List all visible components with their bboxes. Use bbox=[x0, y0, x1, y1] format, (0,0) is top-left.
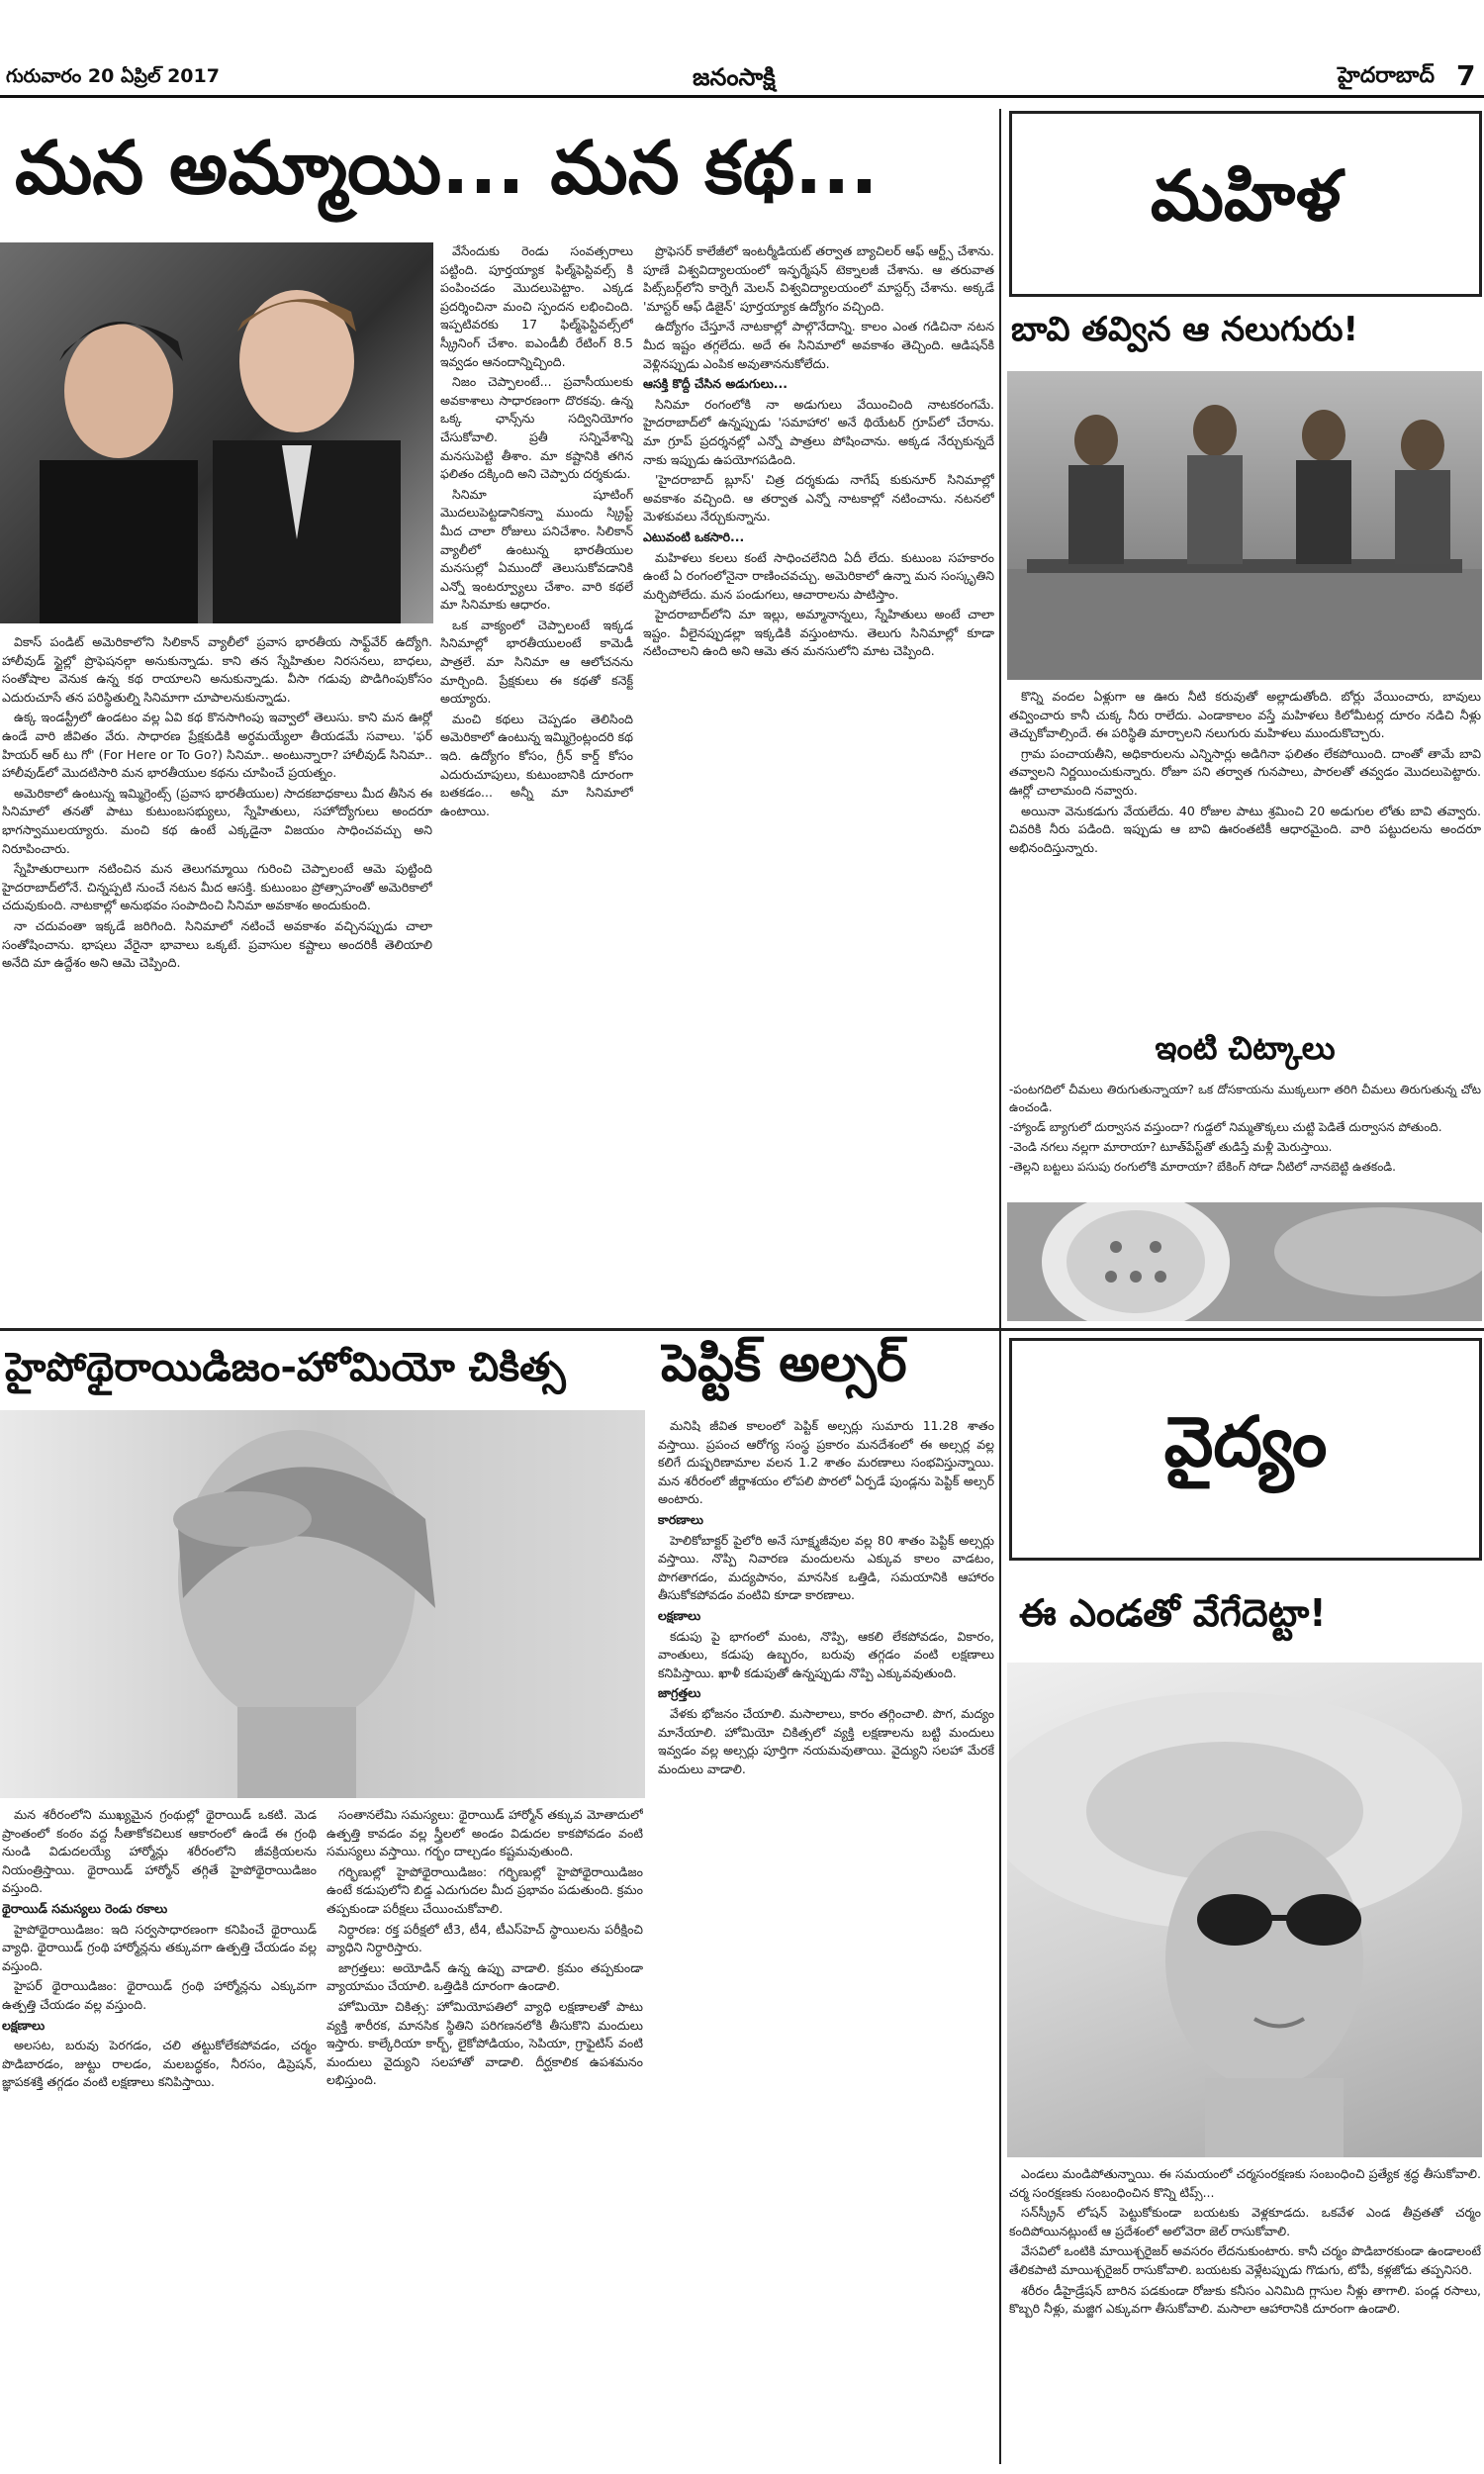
vaidyam-body bbox=[1009, 2165, 1481, 2464]
story3-subhead: కారణాలు bbox=[658, 1511, 704, 1527]
story1-paragraph: సినిమా షూటింగ్ మొదలుపెట్టడానికన్నా ముందు స్క్రిప్ట్ మీద చాలా రోజులు పనిచేశాం. సిలికాన్ వ్యాలీలో ఉంటున్న భారతీయుల మనసుల్లో ఏముందో తెలుసుకోవడానికి ఎన్నో ఇంటర్వ్యూలు చేశాం. వారి కథలే మా సినిమాకు ఆధారం. bbox=[440, 486, 633, 613]
woman-sunhat-photo bbox=[1007, 1663, 1482, 2157]
story1-headline: మన అమ్మాయి... మన కథ... bbox=[15, 129, 879, 211]
masthead bbox=[0, 0, 1484, 91]
vaidyam-headline: ఈ ఎండతో వేగేదెట్టా! bbox=[1019, 1593, 1327, 1635]
women-well-illustration bbox=[1007, 371, 1482, 680]
story2-paragraph: గర్భిణుల్లో హైపోథైరాయిడిజం: గర్భిణుల్లో హైపోథైరాయిడిజం ఉంటే కడుపులోని బిడ్డ ఎదుగుదల మీద ప్రభావం పడుతుంది. క్రమం తప్పకుండా పరీక్షలు చేయించుకోవాలి. bbox=[326, 1863, 643, 1916]
mahila-paragraph: గ్రామ పంచాయతీని, అధికారులను ఎన్నిసార్లు అడిగినా ఫలితం లేకపోయింది. దాంతో తామే బావి తవ్వాలని నిర్ణయించుకున్నారు. రోజూ పని తర్వాత గునపాలు, పారలతో తవ్వడం మొదలుపెట్టారు. ఊర్లో చాలామంది నవ్వారు. bbox=[1009, 745, 1481, 798]
story1-subhead: ఎటువంటి ఒకసారి... bbox=[643, 528, 745, 544]
story1-paragraph: వేసేందుకు రెండు సంవత్సరాలు పట్టింది. పూర్తయ్యాక ఫిల్మ్‌ఫెస్టివల్స్ కి పంపించడం మొదలుపెట్టాం. ఎక్కడ ప్రదర్శించినా మంచి స్పందన లభించింది. ఇప్పటివరకు 17 ఫిల్మ్‌ఫెస్టివల్స్‌లో స్క్రీనింగ్ చేశాం. ఐఎండీబీ రేటింగ్ 8.5 ఇవ్వడం ఆనందాన్నిచ్చింది. bbox=[440, 243, 633, 369]
newspaper-logo: జనంసాక్షి bbox=[693, 63, 776, 91]
tip-item: -వెండి నగలు నల్లగా మారాయా? టూత్‌పేస్ట్‌తో తుడిస్తే మళ్లీ మెరుస్తాయి. bbox=[1009, 1140, 1333, 1154]
story2-paragraph: మన శరీరంలోని ముఖ్యమైన గ్రంథుల్లో థైరాయిడ్ ఒకటి. మెడ ప్రాంతంలో కంఠం వద్ద సీతాకోకచిలుక ఆకారంలో ఉండే ఈ గ్రంథి నుండి విడుదలయ్యే హార్మోన్లు శరీరంలోని జీవక్రియలను నియంత్రిస్తాయి. థైరాయిడ్ హార్మోన్ తగ్గితే హైపోథైరాయిడిజం వస్తుంది. bbox=[2, 1807, 317, 1896]
story1-paragraph: హైదరాబాద్‌లోని మా ఇల్లు, అమ్మానాన్నలు, స్నేహితులు అంటే చాలా ఇష్టం. వీలైనప్పుడల్లా ఇక్కడికి వస్తుంటాను. తెలుగు సినిమాల్లో కూడా నటించాలని ఉంది అని ఆమె తన మనసులోని మాట చెప్పింది. bbox=[643, 607, 994, 659]
story2-subhead: లక్షణాలు bbox=[2, 2017, 46, 2033]
tip-item: -పంటగదిలో చీమలు తిరుగుతున్నాయా? ఒక దోసకాయను ముక్కలుగా తరిగి చీమలు తిరుగుతున్న చోట ఉంచండి. bbox=[1009, 1083, 1481, 1114]
story3-paragraph: మనిషి జీవిత కాలంలో పెప్టిక్ అల్సర్లు సుమారు 11.28 శాతం వస్తాయి. ప్రపంచ ఆరోగ్య సంస్థ ప్రకారం మనదేశంలో ఈ అల్సర్ల వల్ల కలిగే దుష్పరిణామాల వలన 1.2 శాతం మరణాలు సంభవిస్తున్నాయి. మన శరీరంలో జీర్ణాశయం లోపలి పొరలో ఏర్పడే పుండ్లను పెప్టిక్ అల్సర్ అంటారు. bbox=[658, 1418, 994, 1507]
vaidyam-paragraph: శరీరం డీహైడ్రేషన్ బారిన పడకుండా రోజుకు కనీసం ఎనిమిది గ్లాసుల నీళ్లు తాగాలి. పండ్ల రసాలు, కొబ్బరి నీళ్లు, మజ్జిగ ఎక్కువగా తీసుకోవాలి. మసాలా ఆహారానికి దూరంగా ఉండాలి. bbox=[1009, 2282, 1481, 2317]
story2-paragraph: జాగ్రత్తలు: అయోడిన్ ఉన్న ఉప్పు వాడాలి. క్రమం తప్పకుండా వ్యాయామం చేయాలి. ఒత్తిడికి దూరంగా ఉండాలి. bbox=[326, 1959, 643, 1994]
issue-date: గురువారం 20 ఏప్రిల్ 2017 bbox=[6, 65, 220, 87]
story2-headline: హైపోథైరాయిడిజం-హోమియో చికిత్స bbox=[5, 1346, 566, 1390]
mahila-headline: బావి తవ్విన ఆ నలుగురు! bbox=[1011, 312, 1359, 349]
mahila-paragraph: కొన్ని వందల ఏళ్లుగా ఆ ఊరు నీటి కరువుతో అల్లాడుతోంది. బోర్లు వేయించారు, బావులు తవ్వించారు కానీ చుక్క నీరు రాలేదు. ఎండాకాలం వస్తే మహిళలు కిలోమీటర్ల దూరం నడిచి నీళ్లు తెచ్చుకోవాల్సిందే. ఈ పరిస్థితి మార్చాలని నలుగురు మహిళలు ముందుకొచ్చారు. bbox=[1009, 689, 1481, 741]
story1-paragraph: నిజం చెప్పాలంటే... ప్రవాసీయులకు అవకాశాలు సాధారణంగా దొరకవు. ఉన్న ఒక్క ఛాన్స్‌ను సద్వినియోగం చేసుకోవాలి. ప్రతీ సన్నివేశాన్ని మనసుపెట్టి తీశాం. మా కష్టానికి తగిన ఫలితం దక్కింది అని చెప్పారు దర్శకుడు. bbox=[440, 374, 633, 482]
story1-paragraph: ఉద్యోగం చేస్తూనే నాటకాల్లో పాల్గొనేదాన్ని. కాలం ఎంత గడిచినా నటన మీద ఇష్టం తగ్గలేదు. అదే ఈ సినిమాలో అవకాశం తెచ్చింది. ఆడిషన్‌కి వెళ్లినప్పుడు ఎంపిక అవుతాననుకోలేదు. bbox=[643, 319, 994, 371]
story1-column-1 bbox=[2, 633, 432, 1316]
story1-column-2 bbox=[440, 242, 633, 1316]
woman-headache-photo bbox=[0, 1410, 645, 1798]
right-section-divider bbox=[1001, 1328, 1484, 1331]
masthead-rule bbox=[0, 95, 1484, 98]
vaidyam-banner bbox=[1009, 1338, 1482, 1561]
story2-paragraph: హైపర్ థైరాయిడిజం: థైరాయిడ్ గ్రంథి హార్మోన్లను ఎక్కువగా ఉత్పత్తి చేయడం వల్ల వస్తుంది. bbox=[2, 1978, 317, 2012]
story1-column-3 bbox=[643, 242, 994, 1316]
story1-paragraph: నా చదువంతా ఇక్కడే జరిగింది. సినిమాలో నటించే అవకాశం వచ్చినప్పుడు చాలా సంతోషించాను. భాషలు వేరైనా భావాలు ఒక్కటే. ప్రవాసుల కష్టాలు అందరికీ తెలియాలి అనేది మా ఉద్దేశం అని ఆమె చెప్పింది. bbox=[2, 917, 432, 971]
story1-paragraph: వికాస్ పండిట్ అమెరికాలోని సిలికాన్ వ్యాలీలో ప్రవాస భారతీయ సాఫ్ట్‌వేర్ ఉద్యోగి. హాలీవుడ్ స్టైల్లో ప్రొఫెషనల్గా అనుకున్నాడు. కాని తన స్నేహితుల నిరసనలు, బాధలు, సంతోషాల వెనుక ఉన్న కథ రాయాలని అనుకున్నాడు. వీసా గడువు పొడిగింపుకోసం ఎదురుచూసే తన పరిస్థితుల్ని సినిమాగా చూపాలనుకున్నాడు. bbox=[2, 634, 432, 705]
story2-paragraph: హోమియో చికిత్స: హోమియోపతిలో వ్యాధి లక్షణాలతో పాటు వ్యక్తి శారీరక, మానసిక స్థితిని పరిగణనలోకి తీసుకొని మందులు ఇస్తారు. కాల్కేరియా కార్బ్, లైకోపోడియం, సెపియా, గ్రాఫైటిస్ వంటి మందులు వైద్యుని సలహాతో వాడాలి. దీర్ఘకాలిక ఉపశమనం లభిస్తుంది. bbox=[326, 1998, 643, 2088]
mahila-brand-title: మహిళ bbox=[1150, 154, 1342, 237]
couple-photo-illustration bbox=[0, 242, 433, 623]
mahila-body bbox=[1009, 688, 1481, 1024]
story1-paragraph: ప్రొఫెసర్ కాలేజీలో ఇంటర్మీడియట్ తర్వాత బ్యాచిలర్ ఆఫ్ ఆర్ట్స్ చేశాను. పూణే విశ్వవిద్యాలయంలో ఇన్ఫర్మేషన్ టెక్నాలజీ చేశాను. ఆ తరువాత పిట్స్‌బర్గ్‌లోని కార్నెగీ మెలన్ విశ్వవిద్యాలయంలో మాస్టర్స్ చేశాను. అక్కడే 'మాస్టర్ ఆఫ్ డిజైన్' పూర్తయ్యాక ఉద్యోగం వచ్చింది. bbox=[643, 243, 994, 314]
story1-paragraph: ఒక వాక్యంలో చెప్పాలంటే ఇక్కడ సినిమాల్లో భారతీయులంటే కామెడీ పాత్రలే. మా సినిమా ఆ ఆలోచనను మార్చింది. ప్రేక్షకులు ఈ కథతో కనెక్ట్ అయ్యారు. bbox=[440, 617, 633, 707]
story2-paragraph: సంతానలేమి సమస్యలు: థైరాయిడ్ హార్మోన్ తక్కువ మోతాదులో ఉత్పత్తి కావడం వల్ల స్త్రీలలో అండం విడుదల కాకపోవడం వంటి సమస్యలు వస్తాయి. గర్భం దాల్చడం కష్టమవుతుంది. bbox=[326, 1807, 643, 1859]
story3-subhead: జాగ్రత్తలు bbox=[658, 1685, 701, 1701]
story3-subhead: లక్షణాలు bbox=[658, 1607, 701, 1623]
story3-headline: పెప్టిక్ అల్సర్ bbox=[661, 1336, 907, 1393]
story1-paragraph: మంచి కథలు చెప్పడం తెలిసింది అమెరికాలో ఉంటున్న ఇమ్మిగ్రెంట్లందరి కథ ఇది. ఉద్యోగం కోసం, గ్రీన్ కార్డ్ కోసం ఎదురుచూపులు, కుటుంబానికి దూరంగా బతకడం... అన్నీ మా సినిమాలో ఉంటాయి. bbox=[440, 711, 633, 818]
story1-paragraph: స్నేహితురాలుగా నటించిన మన తెలుగమ్మాయి గురించి చెప్పాలంటే ఆమె పుట్టింది హైదరాబాద్‌లోనే. చిన్నప్పటి నుంచే నటన మీద ఆసక్తి. కుటుంబం ప్రోత్సాహంతో అమెరికాలో చదువుకుంది. నాటకాల్లో అనుభవం సంపాదించి సినిమా అవకాశం అందుకుంది. bbox=[2, 861, 432, 913]
story3-paragraph: వేళకు భోజనం చేయాలి. మసాలాలు, కారం తగ్గించాలి. పొగ, మద్యం మానేయాలి. హోమియో చికిత్సలో వ్యక్తి లక్షణాలను బట్టి మందులు ఇవ్వడం వల్ల అల్సర్లు పూర్తిగా నయమవుతాయి. వైద్యుని సలహా మేరకే మందులు వాడాలి. bbox=[658, 1705, 994, 1776]
section-divider bbox=[0, 1328, 999, 1331]
story1-paragraph: ఉక్క ఇండస్ట్రీలో ఉండటం వల్ల ఏవి కథ కొనసాగింపు ఇవ్వాలో తెలుసు. కాని మన ఊర్లో ఉండే వారి జీవితం వేరు. సాధారణ ప్రేక్షకుడికి అర్ధమయ్యేలా తీయడమే సవాలు. 'ఫర్ హియర్ ఆర్ టు గో' (For Here or To Go?) సినిమా.. అంటున్నారా? హాలీవుడ్ సినిమా.. హాలీవుడ్‌లో మొదటిసారి మన భారతీయుల కథను చూపించే ప్రయత్నం. bbox=[2, 710, 432, 781]
story2-paragraph: హైపోథైరాయిడిజం: ఇది సర్వసాధారణంగా కనిపించే థైరాయిడ్ వ్యాధి. థైరాయిడ్ గ్రంథి హార్మోన్లను తక్కువగా ఉత్పత్తి చేయడం వల్ల వస్తుంది. bbox=[2, 1921, 317, 1973]
story3-body bbox=[658, 1417, 994, 2464]
mahila-paragraph: అయినా వెనుకడుగు వేయలేదు. 40 రోజుల పాటు శ్రమించి 20 అడుగుల లోతు బావి తవ్వారు. చివరికి నీరు పడింది. ఇప్పుడు ఆ బావి ఊరంతటికీ ఆధారమైంది. వారి పట్టుదలను అందరూ అభినందిస్తున్నారు. bbox=[1009, 803, 1481, 855]
story2-column-2 bbox=[326, 1806, 643, 2464]
mahila-banner bbox=[1009, 111, 1482, 297]
story1-subhead: ఆసక్తి కొద్దీ చేసిన అడుగులు... bbox=[643, 376, 788, 392]
story2-paragraph: అలసట, బరువు పెరగడం, చలి తట్టుకోలేకపోవడం, చర్మం పొడిబారడం, జుట్టు రాలడం, మలబద్ధకం, నీరసం, డిప్రెషన్, జ్ఞాపకశక్తి తగ్గడం వంటి లక్షణాలు కనిపిస్తాయి. bbox=[2, 2038, 317, 2090]
woman-headache-illustration bbox=[0, 1410, 645, 1798]
vaidyam-paragraph: ఎండలు మండిపోతున్నాయి. ఈ సమయంలో చర్మసంరక్షణకు సంబంధించి ప్రత్యేక శ్రద్ధ తీసుకోవాలి. చర్మ సంరక్షణకు సంబంధించిన కొన్ని టిప్స్... bbox=[1009, 2166, 1481, 2200]
vaidyam-brand-title: వైద్యం bbox=[1163, 1399, 1328, 1482]
story1-paragraph: మహిళలు కలలు కంటే సాధించలేనిది ఏదీ లేదు. కుటుంబ సహకారం ఉంటే ఏ రంగంలోనైనా రాణించవచ్చు. అమెరికాలో ఉన్నా మన సంస్కృతిని మర్చిపోలేదు. మన పండుగలు, ఆచారాలను పాటిస్తాం. bbox=[643, 549, 994, 602]
tips-headline: ఇంటి చిట్కాలు bbox=[1155, 1029, 1336, 1067]
story1-paragraph: అమెరికాలో ఉంటున్న ఇమ్మిగ్రెంట్స్ (ప్రవాస భారతీయుల) సాదకబాధకాలు మీద తీసిన ఈ సినిమాలో తనతో పాటు కుటుంబసభ్యులు, స్నేహితులు, సహోద్యోగులు అందరూ భాగస్వాములయ్యారు. మంచి కథ ఉంటే ఎక్కడైనా విజయం సాధించవచ్చు అని నిరూపించారు. bbox=[2, 785, 432, 856]
story1-paragraph: 'హైదరాబాద్ బ్లూస్' చిత్ర దర్శకుడు నాగేష్ కుకునూర్ సినిమాల్లో అవకాశం వచ్చింది. ఆ తర్వాత ఎన్నో నాటకాల్లో నటించాను. నటనలో మెళకువలు నేర్చుకున్నాను. bbox=[643, 472, 994, 524]
story1-paragraph: సినిమా రంగంలోకి నా అడుగులు వేయించింది నాటకరంగమే. హైదరాబాద్‌లో ఉన్నప్పుడు 'సమాహార' అనే థియేటర్ గ్రూప్‌లో చేరాను. మా గ్రూప్ ప్రదర్శనల్లో ఎన్నో పాత్రలు పోషించాను. అక్కడ నేర్చుకున్నదే నాకు ఇప్పుడు ఉపయోగపడింది. bbox=[643, 396, 994, 467]
page-number: 7 bbox=[1456, 59, 1476, 92]
cucumber-photo bbox=[1007, 1202, 1482, 1321]
edition-city: హైదరాబాద్ bbox=[1338, 63, 1435, 88]
vaidyam-paragraph: వేసవిలో ఒంటికి మాయిశ్చరైజర్ అవసరం లేదనుకుంటారు. కానీ చర్మం పొడిబారకుండా ఉండాలంటే తేలికపాటి మాయిశ్చరైజర్ రాసుకోవాలి. బయటకు వెళ్లేటప్పుడు గొడుగు, టోపీ, కళ్లజోడు తప్పనిసరి. bbox=[1009, 2243, 1481, 2277]
tip-item: -తెల్లని బట్టలు పసుపు రంగులోకి మారాయా? బేకింగ్ సోడా నీటిలో నానబెట్టి ఉతకండి. bbox=[1009, 1160, 1396, 1174]
right-column-divider bbox=[999, 109, 1001, 2464]
couple-photo bbox=[0, 242, 433, 623]
tips-list bbox=[1009, 1081, 1481, 1199]
story3-paragraph: హెలికోబాక్టర్ పైలోరి అనే సూక్ష్మజీవుల వల్ల 80 శాతం పెప్టిక్ అల్సర్లు వస్తాయి. నొప్పి నివారణ మందులను ఎక్కువ కాలం వాడటం, పొగతాగడం, మద్యపానం, మానసిక ఒత్తిడి, సమయానికి ఆహారం తీసుకోకపోవడం వంటివి కూడా కారణాలు. bbox=[658, 1532, 994, 1603]
tip-item: -హ్యాండ్ బ్యాగులో దుర్వాసన వస్తుందా? గుడ్డలో నిమ్మతొక్కలు చుట్టి పెడితే దుర్వాసన పోతుంది. bbox=[1009, 1120, 1442, 1134]
story3-paragraph: కడుపు పై భాగంలో మంట, నొప్పి, ఆకలి లేకపోవడం, వికారం, వాంతులు, కడుపు ఉబ్బరం, బరువు తగ్గడం వంటి లక్షణాలు కనిపిస్తాయి. ఖాళీ కడుపుతో ఉన్నప్పుడు నొప్పి ఎక్కువవుతుంది. bbox=[658, 1628, 994, 1680]
women-well-photo bbox=[1007, 371, 1482, 680]
cucumber-illustration bbox=[1007, 1202, 1482, 1321]
story2-subhead: థైరాయిడ్ సమస్యలు రెండు రకాలు bbox=[2, 1900, 168, 1916]
vaidyam-paragraph: సన్‌స్క్రీన్ లోషన్ పెట్టుకోకుండా బయటకు వెళ్లకూడదు. ఒకవేళ ఎండ తీవ్రతతో చర్మం కందిపోయినట్లుంటే ఆ ప్రదేశంలో అలోవెరా జెల్ రాసుకోవాలి. bbox=[1009, 2205, 1481, 2238]
woman-sunhat-illustration bbox=[1007, 1663, 1482, 2157]
story2-paragraph: నిర్ధారణ: రక్త పరీక్షలో టీ3, టీ4, టీఎస్‌హెచ్ స్థాయిలను పరీక్షించి వ్యాధిని నిర్ధారిస్తారు. bbox=[326, 1921, 643, 1955]
story2-column-1 bbox=[2, 1806, 317, 2464]
